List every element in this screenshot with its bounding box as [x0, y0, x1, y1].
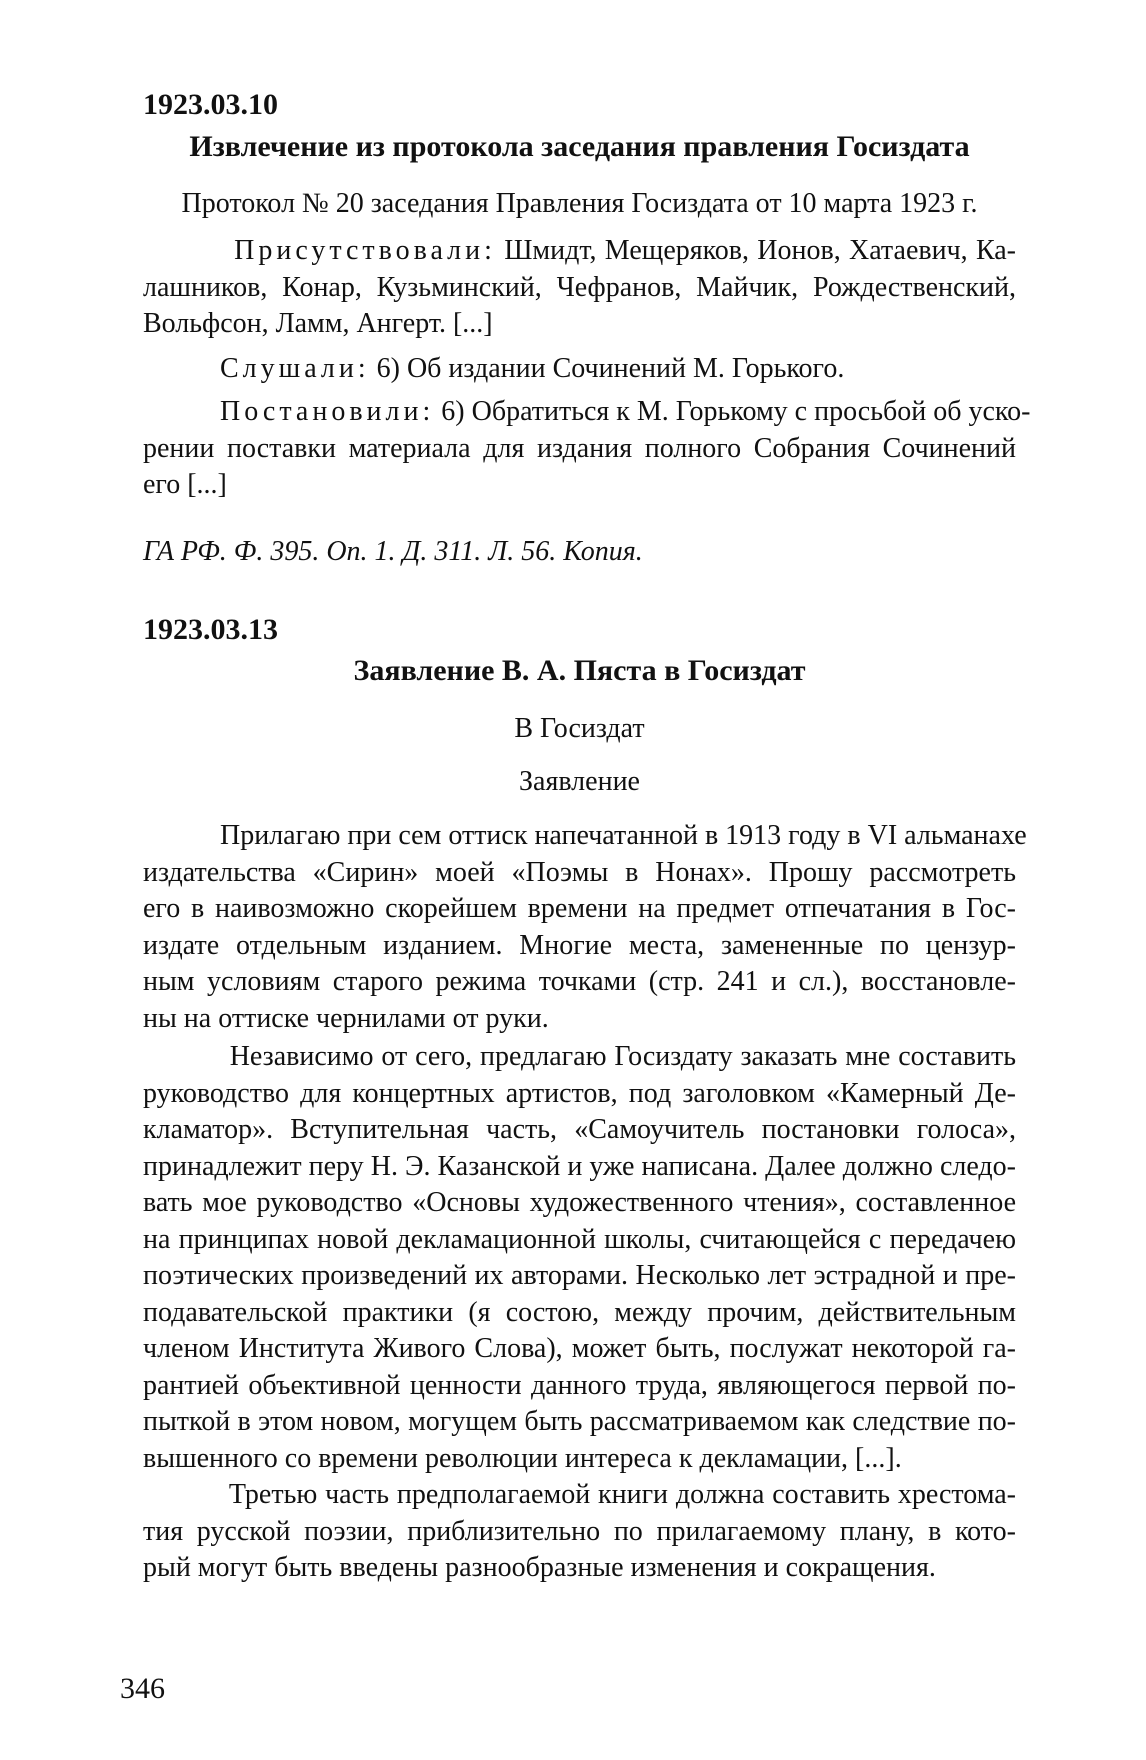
statement-paragraph-2	[143, 1039, 1016, 1477]
paragraph-line: лашников, Конар, Кузьминский, Чефранов, Майчик, Рождественский,	[143, 271, 1016, 303]
present-label: Присутствовали:	[234, 235, 496, 266]
paragraph-line: вышенного со времени революции интереса к декламации, [...].	[143, 1442, 902, 1474]
heard-label: Слушали:	[220, 353, 370, 384]
entry-title: Заявление В. А. Пяста в Госиздат	[353, 654, 806, 687]
paragraph-line: кламатор». Вступительная часть, «Самоучитель постановки голоса»,	[143, 1114, 1016, 1145]
entry-title: Извлечение из протокола заседания правления Госиздата	[189, 130, 970, 163]
paragraph-line: рый могут быть введены разнообразные изменения и сокращения.	[143, 1552, 936, 1583]
paragraph-line: Присутствовали: Шмидт, Мещеряков, Ионов, Хатаевич, Ка-	[234, 235, 1016, 266]
paragraph-line: его в наивозможно скорейшем времени на предмет отпечатания в Гос-	[143, 893, 1016, 924]
present-paragraph	[143, 233, 1016, 343]
resolved-label: Постановили:	[220, 396, 435, 427]
page-number: 346	[120, 1672, 165, 1705]
paragraph-line: Постановили: 6) Обратиться к М. Горькому с просьбой об уско-	[220, 396, 1031, 427]
entry-date: 1923.03.10	[143, 88, 278, 121]
paragraph-line: издате отдельным изданием. Многие места, замененные по цензур-	[143, 929, 1016, 961]
archive-source: ГА РФ. Ф. 395. Оп. 1. Д. 311. Л. 56. Копия.	[143, 536, 643, 567]
statement-paragraph-1	[143, 818, 1027, 1037]
paragraph-line: на принципах новой декламационной школы, считающейся с передачею	[143, 1223, 1016, 1255]
paragraph-line: вать мое руководство «Основы художественного чтения», составленное	[143, 1187, 1016, 1218]
addressee: В Госиздат	[514, 713, 645, 744]
paragraph-line: рантией объективной ценности данного труда, являющегося первой по-	[143, 1369, 1016, 1401]
paragraph-line: рении поставки материала для издания полного Собрания Сочинений	[143, 432, 1016, 464]
document-title: Заявление	[519, 766, 640, 797]
paragraph-line: руководство для концертных артистов, под заголовком «Камерный Де-	[143, 1077, 1016, 1109]
resolved-paragraph	[143, 394, 1031, 504]
entry-date: 1923.03.13	[143, 613, 278, 646]
statement-paragraph-3	[143, 1477, 1016, 1587]
protocol-heading: Протокол № 20 заседания Правления Госиздата от 10 марта 1923 г.	[181, 188, 978, 219]
paragraph-line: тия русской поэзии, приблизительно по прилагаемому плану, в кото-	[143, 1515, 1016, 1547]
paragraph-line: Независимо от сего, предлагаю Госиздату заказать мне составить	[229, 1041, 1017, 1072]
paragraph-line: членом Института Живого Слова), может быть, послужат некоторой га-	[143, 1333, 1016, 1364]
paragraph-line: Слушали: 6) Об издании Сочинений М. Горького.	[220, 353, 845, 384]
paragraph-line: издательства «Сирин» моей «Поэмы в Нонах». Прошу рассмотреть	[143, 856, 1016, 888]
paragraph-line: пыткой в этом новом, могущем быть рассматриваемом как следствие по-	[143, 1406, 1016, 1437]
paragraph-line: Третью часть предполагаемой книги должна составить хрестома-	[228, 1479, 1017, 1510]
paragraph-line: Вольфсон, Ламм, Ангерт. [...]	[143, 308, 493, 339]
paragraph-line: ным условиям старого режима точками (стр. 241 и сл.), восстановле-	[143, 966, 1016, 997]
paragraph-line: принадлежит перу Н. Э. Казанской и уже написана. Далее должно следо-	[143, 1150, 1016, 1182]
heard-paragraph	[143, 351, 1016, 388]
paragraph-line: Прилагаю при сем оттиск напечатанной в 1913 году в VI альманахе	[220, 820, 1027, 851]
paragraph-line: поэтических произведений их авторами. Несколько лет эстрадной и пре-	[143, 1260, 1016, 1291]
paragraph-line: ны на оттиске чернилами от руки.	[143, 1002, 549, 1034]
paragraph-line: подавательской практики (я состою, между прочим, действительным	[143, 1296, 1016, 1328]
paragraph-line: его [...]	[143, 469, 227, 500]
